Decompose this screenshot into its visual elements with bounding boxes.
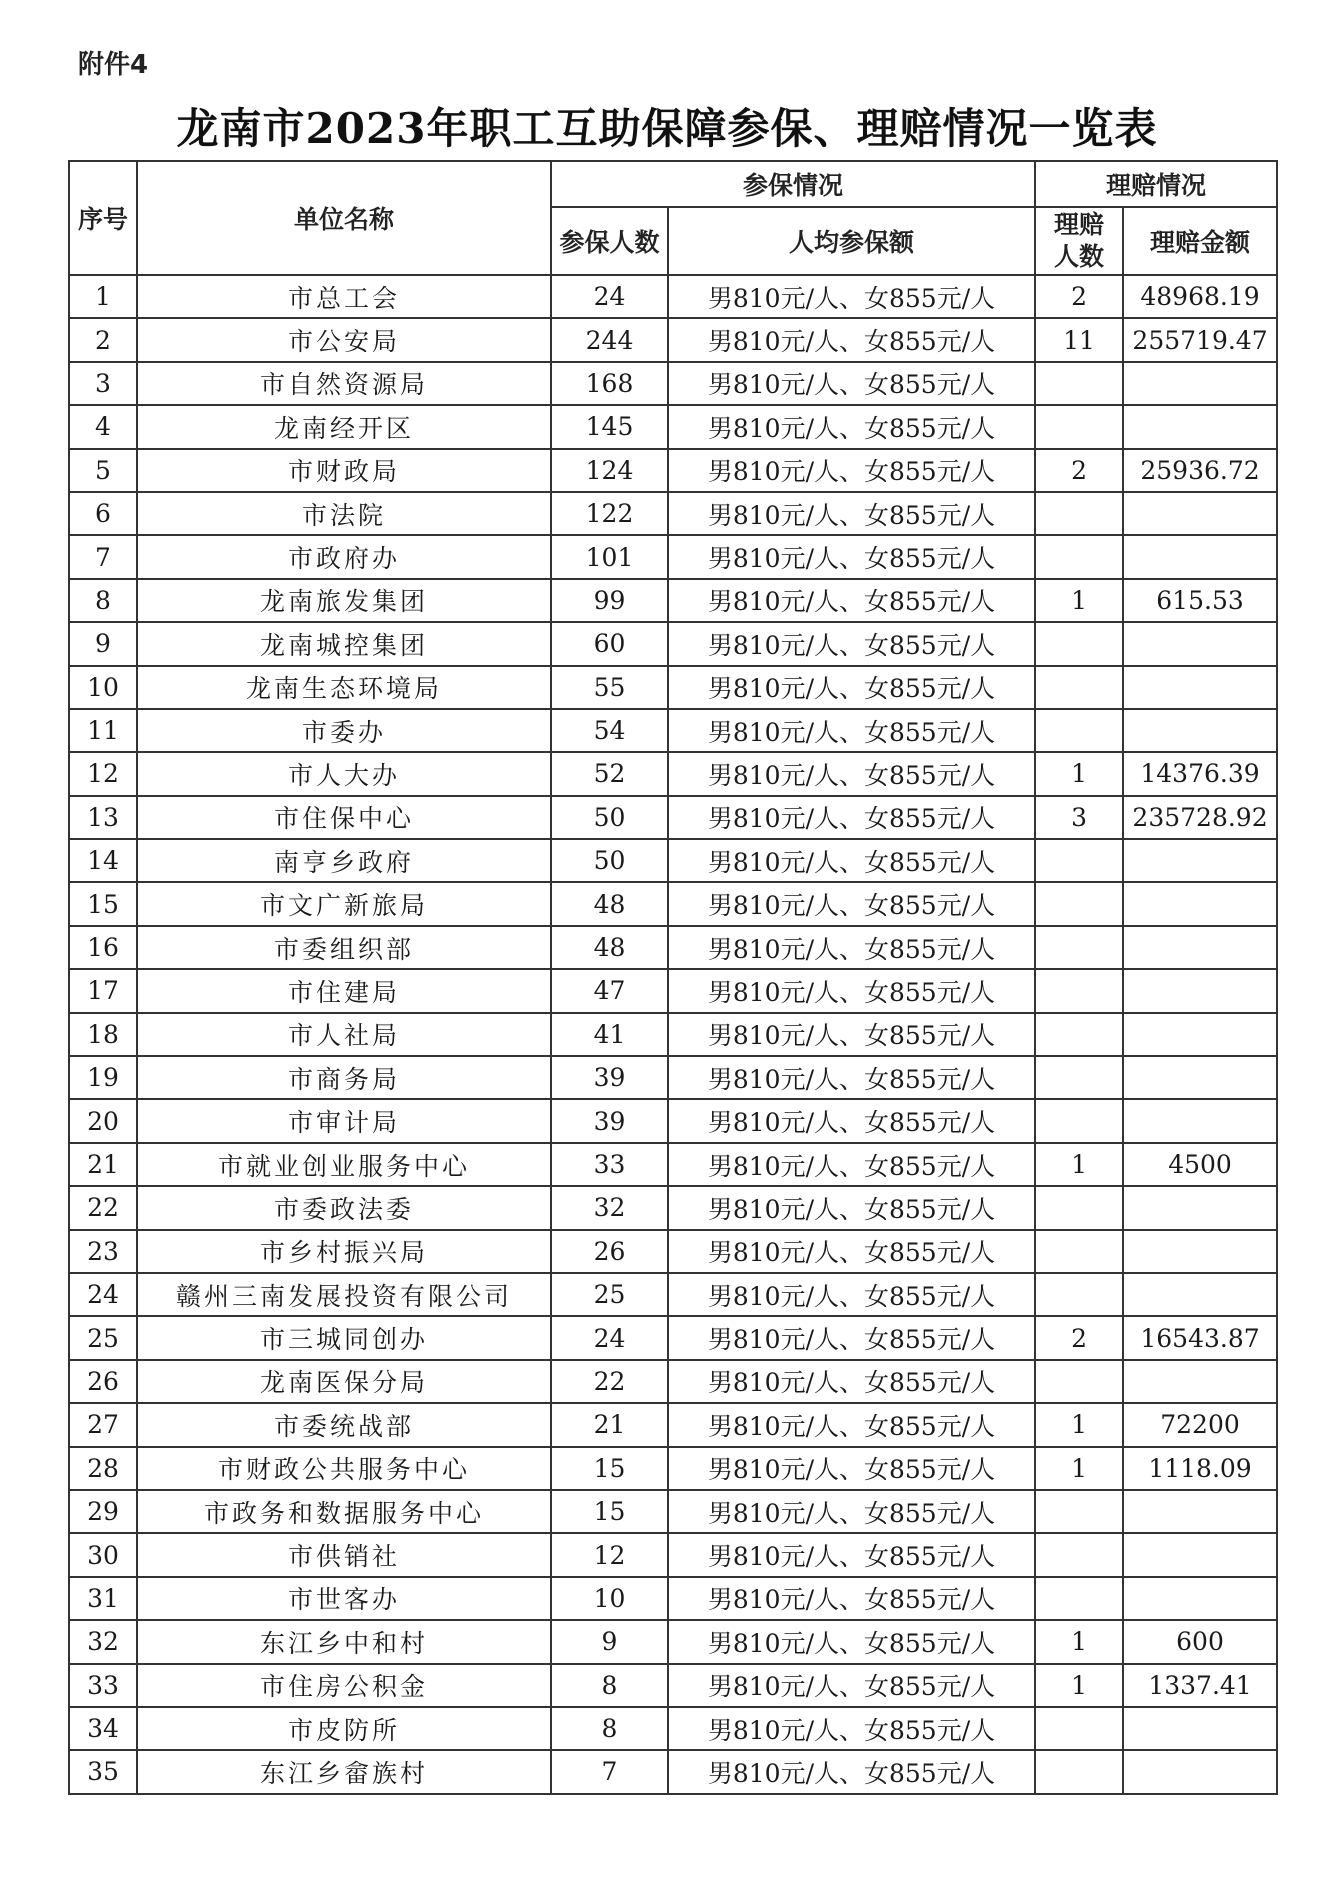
cell-claim-count xyxy=(1035,709,1123,752)
cell-seq: 23 xyxy=(69,1230,137,1273)
cell-insured-count: 8 xyxy=(551,1664,668,1707)
cell-claim-amount xyxy=(1123,882,1277,925)
cell-seq: 33 xyxy=(69,1664,137,1707)
cell-claim-amount xyxy=(1123,1230,1277,1273)
cell-unit-name: 市三城同创办 xyxy=(137,1316,551,1359)
cell-claim-amount xyxy=(1123,709,1277,752)
table-row xyxy=(69,622,1277,665)
cell-claim-amount: 16543.87 xyxy=(1123,1316,1277,1359)
table-row xyxy=(69,1056,1277,1099)
cell-claim-amount xyxy=(1123,1490,1277,1533)
cell-insured-count: 12 xyxy=(551,1533,668,1576)
cell-claim-count xyxy=(1035,926,1123,969)
cell-claim-count: 1 xyxy=(1035,752,1123,795)
table-row xyxy=(69,275,1277,318)
header-insured-count: 参保人数 xyxy=(551,207,668,275)
cell-per-capita-amount: 男810元/人、女855元/人 xyxy=(668,1230,1035,1273)
cell-unit-name: 龙南生态环境局 xyxy=(137,666,551,709)
cell-claim-amount xyxy=(1123,1577,1277,1620)
cell-seq: 15 xyxy=(69,882,137,925)
cell-unit-name: 市供销社 xyxy=(137,1533,551,1576)
cell-unit-name: 市财政公共服务中心 xyxy=(137,1447,551,1490)
cell-insured-count: 15 xyxy=(551,1490,668,1533)
cell-claim-amount xyxy=(1123,622,1277,665)
cell-unit-name: 市皮防所 xyxy=(137,1707,551,1750)
cell-per-capita-amount: 男810元/人、女855元/人 xyxy=(668,1143,1035,1186)
cell-unit-name: 龙南经开区 xyxy=(137,405,551,448)
cell-insured-count: 168 xyxy=(551,362,668,405)
cell-unit-name: 东江乡中和村 xyxy=(137,1620,551,1663)
cell-insured-count: 54 xyxy=(551,709,668,752)
cell-per-capita-amount: 男810元/人、女855元/人 xyxy=(668,666,1035,709)
cell-per-capita-amount: 男810元/人、女855元/人 xyxy=(668,449,1035,492)
cell-insured-count: 26 xyxy=(551,1230,668,1273)
cell-unit-name: 市自然资源局 xyxy=(137,362,551,405)
cell-claim-amount: 255719.47 xyxy=(1123,318,1277,361)
cell-per-capita-amount: 男810元/人、女855元/人 xyxy=(668,1316,1035,1359)
cell-claim-count xyxy=(1035,666,1123,709)
cell-per-capita-amount: 男810元/人、女855元/人 xyxy=(668,1664,1035,1707)
cell-seq: 1 xyxy=(69,275,137,318)
table-row xyxy=(69,579,1277,622)
cell-claim-count: 2 xyxy=(1035,275,1123,318)
cell-claim-count: 3 xyxy=(1035,796,1123,839)
table-row xyxy=(69,1273,1277,1316)
cell-insured-count: 60 xyxy=(551,622,668,665)
cell-unit-name: 市政务和数据服务中心 xyxy=(137,1490,551,1533)
cell-claim-amount: 25936.72 xyxy=(1123,449,1277,492)
table-row xyxy=(69,1230,1277,1273)
cell-per-capita-amount: 男810元/人、女855元/人 xyxy=(668,362,1035,405)
cell-per-capita-amount: 男810元/人、女855元/人 xyxy=(668,492,1035,535)
cell-claim-amount: 72200 xyxy=(1123,1403,1277,1446)
cell-insured-count: 10 xyxy=(551,1577,668,1620)
cell-unit-name: 市人社局 xyxy=(137,1013,551,1056)
cell-per-capita-amount: 男810元/人、女855元/人 xyxy=(668,1577,1035,1620)
cell-per-capita-amount: 男810元/人、女855元/人 xyxy=(668,709,1035,752)
header-seq: 序号 xyxy=(69,161,137,275)
table-row xyxy=(69,1750,1277,1793)
cell-seq: 16 xyxy=(69,926,137,969)
cell-per-capita-amount: 男810元/人、女855元/人 xyxy=(668,622,1035,665)
cell-seq: 4 xyxy=(69,405,137,448)
cell-per-capita-amount: 男810元/人、女855元/人 xyxy=(668,969,1035,1012)
cell-seq: 34 xyxy=(69,1707,137,1750)
cell-claim-count xyxy=(1035,535,1123,578)
table-row xyxy=(69,926,1277,969)
table-row xyxy=(69,796,1277,839)
cell-unit-name: 市乡村振兴局 xyxy=(137,1230,551,1273)
cell-insured-count: 55 xyxy=(551,666,668,709)
cell-insured-count: 9 xyxy=(551,1620,668,1663)
cell-claim-count xyxy=(1035,1490,1123,1533)
cell-seq: 26 xyxy=(69,1360,137,1403)
cell-per-capita-amount: 男810元/人、女855元/人 xyxy=(668,752,1035,795)
cell-claim-amount: 615.53 xyxy=(1123,579,1277,622)
cell-seq: 7 xyxy=(69,535,137,578)
cell-insured-count: 52 xyxy=(551,752,668,795)
cell-claim-count xyxy=(1035,1707,1123,1750)
table-row xyxy=(69,1707,1277,1750)
table-row xyxy=(69,1447,1277,1490)
cell-claim-count: 1 xyxy=(1035,1143,1123,1186)
cell-seq: 18 xyxy=(69,1013,137,1056)
cell-claim-count xyxy=(1035,492,1123,535)
cell-unit-name: 赣州三南发展投资有限公司 xyxy=(137,1273,551,1316)
cell-per-capita-amount: 男810元/人、女855元/人 xyxy=(668,579,1035,622)
cell-claim-amount xyxy=(1123,1533,1277,1576)
cell-seq: 17 xyxy=(69,969,137,1012)
cell-seq: 35 xyxy=(69,1750,137,1793)
table-row xyxy=(69,666,1277,709)
cell-seq: 9 xyxy=(69,622,137,665)
table-row xyxy=(69,1664,1277,1707)
cell-per-capita-amount: 男810元/人、女855元/人 xyxy=(668,882,1035,925)
cell-claim-count: 1 xyxy=(1035,579,1123,622)
cell-unit-name: 市委组织部 xyxy=(137,926,551,969)
cell-unit-name: 东江乡畲族村 xyxy=(137,1750,551,1793)
cell-claim-amount xyxy=(1123,535,1277,578)
cell-claim-count: 2 xyxy=(1035,1316,1123,1359)
header-insurance-group: 参保情况 xyxy=(551,161,1035,207)
table-row xyxy=(69,362,1277,405)
cell-insured-count: 48 xyxy=(551,882,668,925)
cell-per-capita-amount: 男810元/人、女855元/人 xyxy=(668,1013,1035,1056)
cell-insured-count: 39 xyxy=(551,1099,668,1142)
table-row xyxy=(69,1577,1277,1620)
table-row xyxy=(69,1620,1277,1663)
table-row xyxy=(69,449,1277,492)
cell-seq: 24 xyxy=(69,1273,137,1316)
table-row xyxy=(69,405,1277,448)
cell-claim-amount xyxy=(1123,1707,1277,1750)
cell-per-capita-amount: 男810元/人、女855元/人 xyxy=(668,1490,1035,1533)
cell-claim-count xyxy=(1035,1056,1123,1099)
cell-claim-amount xyxy=(1123,1056,1277,1099)
cell-claim-count xyxy=(1035,622,1123,665)
table-row xyxy=(69,882,1277,925)
cell-insured-count: 124 xyxy=(551,449,668,492)
cell-insured-count: 25 xyxy=(551,1273,668,1316)
table-row xyxy=(69,969,1277,1012)
cell-seq: 28 xyxy=(69,1447,137,1490)
cell-claim-amount: 235728.92 xyxy=(1123,796,1277,839)
cell-unit-name: 龙南城控集团 xyxy=(137,622,551,665)
table-row xyxy=(69,1099,1277,1142)
cell-per-capita-amount: 男810元/人、女855元/人 xyxy=(668,405,1035,448)
cell-claim-count: 11 xyxy=(1035,318,1123,361)
cell-per-capita-amount: 男810元/人、女855元/人 xyxy=(668,839,1035,882)
cell-claim-amount xyxy=(1123,1273,1277,1316)
cell-unit-name: 龙南医保分局 xyxy=(137,1360,551,1403)
header-per-capita-amount: 人均参保额 xyxy=(668,207,1035,275)
cell-claim-count xyxy=(1035,1750,1123,1793)
cell-seq: 8 xyxy=(69,579,137,622)
insurance-claims-table xyxy=(68,160,1278,1795)
cell-insured-count: 39 xyxy=(551,1056,668,1099)
cell-insured-count: 101 xyxy=(551,535,668,578)
cell-claim-amount: 4500 xyxy=(1123,1143,1277,1186)
header-claims-group: 理赔情况 xyxy=(1035,161,1277,207)
cell-unit-name: 市财政局 xyxy=(137,449,551,492)
cell-claim-amount: 1337.41 xyxy=(1123,1664,1277,1707)
cell-per-capita-amount: 男810元/人、女855元/人 xyxy=(668,275,1035,318)
cell-unit-name: 市住建局 xyxy=(137,969,551,1012)
cell-claim-amount xyxy=(1123,1099,1277,1142)
cell-unit-name: 市法院 xyxy=(137,492,551,535)
cell-claim-amount xyxy=(1123,1750,1277,1793)
cell-claim-count xyxy=(1035,1099,1123,1142)
table-row xyxy=(69,1316,1277,1359)
table-row xyxy=(69,1143,1277,1186)
cell-insured-count: 48 xyxy=(551,926,668,969)
cell-claim-amount: 600 xyxy=(1123,1620,1277,1663)
cell-claim-count xyxy=(1035,362,1123,405)
table-row xyxy=(69,318,1277,361)
table-row xyxy=(69,535,1277,578)
table-row xyxy=(69,839,1277,882)
table-row xyxy=(69,1013,1277,1056)
cell-claim-count xyxy=(1035,1013,1123,1056)
cell-claim-amount: 48968.19 xyxy=(1123,275,1277,318)
cell-unit-name: 市公安局 xyxy=(137,318,551,361)
cell-insured-count: 50 xyxy=(551,839,668,882)
cell-claim-count: 1 xyxy=(1035,1664,1123,1707)
cell-unit-name: 市就业创业服务中心 xyxy=(137,1143,551,1186)
cell-claim-count xyxy=(1035,1577,1123,1620)
header-claim-count: 理赔 人数 xyxy=(1035,207,1123,275)
table-body xyxy=(69,275,1277,1794)
cell-unit-name: 市商务局 xyxy=(137,1056,551,1099)
table-row xyxy=(69,709,1277,752)
cell-claim-amount xyxy=(1123,666,1277,709)
cell-per-capita-amount: 男810元/人、女855元/人 xyxy=(668,1533,1035,1576)
cell-claim-amount xyxy=(1123,405,1277,448)
cell-per-capita-amount: 男810元/人、女855元/人 xyxy=(668,1360,1035,1403)
cell-seq: 30 xyxy=(69,1533,137,1576)
cell-unit-name: 市政府办 xyxy=(137,535,551,578)
cell-per-capita-amount: 男810元/人、女855元/人 xyxy=(668,796,1035,839)
cell-claim-count xyxy=(1035,1186,1123,1229)
cell-claim-amount xyxy=(1123,362,1277,405)
cell-seq: 6 xyxy=(69,492,137,535)
cell-seq: 20 xyxy=(69,1099,137,1142)
cell-claim-count: 1 xyxy=(1035,1447,1123,1490)
cell-insured-count: 22 xyxy=(551,1360,668,1403)
cell-insured-count: 50 xyxy=(551,796,668,839)
attachment-label: 附件4 xyxy=(78,50,149,80)
cell-per-capita-amount: 男810元/人、女855元/人 xyxy=(668,1403,1035,1446)
cell-per-capita-amount: 男810元/人、女855元/人 xyxy=(668,1186,1035,1229)
table-row xyxy=(69,1360,1277,1403)
cell-claim-amount: 1118.09 xyxy=(1123,1447,1277,1490)
cell-per-capita-amount: 男810元/人、女855元/人 xyxy=(668,1056,1035,1099)
cell-claim-count xyxy=(1035,882,1123,925)
cell-claim-count xyxy=(1035,839,1123,882)
cell-insured-count: 8 xyxy=(551,1707,668,1750)
cell-claim-amount xyxy=(1123,1186,1277,1229)
cell-insured-count: 122 xyxy=(551,492,668,535)
cell-insured-count: 244 xyxy=(551,318,668,361)
cell-seq: 12 xyxy=(69,752,137,795)
table-row xyxy=(69,492,1277,535)
cell-claim-amount: 14376.39 xyxy=(1123,752,1277,795)
cell-insured-count: 99 xyxy=(551,579,668,622)
table-row xyxy=(69,1186,1277,1229)
cell-seq: 10 xyxy=(69,666,137,709)
table-header xyxy=(69,161,1277,275)
table-row xyxy=(69,752,1277,795)
cell-unit-name: 市委统战部 xyxy=(137,1403,551,1446)
cell-unit-name: 南亨乡政府 xyxy=(137,839,551,882)
cell-per-capita-amount: 男810元/人、女855元/人 xyxy=(668,1273,1035,1316)
cell-seq: 31 xyxy=(69,1577,137,1620)
header-claim-amount: 理赔金额 xyxy=(1123,207,1277,275)
cell-unit-name: 龙南旅发集团 xyxy=(137,579,551,622)
cell-unit-name: 市审计局 xyxy=(137,1099,551,1142)
cell-claim-amount xyxy=(1123,1013,1277,1056)
cell-seq: 3 xyxy=(69,362,137,405)
cell-per-capita-amount: 男810元/人、女855元/人 xyxy=(668,926,1035,969)
cell-claim-count xyxy=(1035,969,1123,1012)
cell-claim-amount xyxy=(1123,969,1277,1012)
cell-claim-count xyxy=(1035,1230,1123,1273)
cell-claim-count xyxy=(1035,1273,1123,1316)
cell-per-capita-amount: 男810元/人、女855元/人 xyxy=(668,1707,1035,1750)
cell-insured-count: 24 xyxy=(551,1316,668,1359)
cell-per-capita-amount: 男810元/人、女855元/人 xyxy=(668,1099,1035,1142)
cell-unit-name: 市人大办 xyxy=(137,752,551,795)
cell-seq: 11 xyxy=(69,709,137,752)
cell-insured-count: 32 xyxy=(551,1186,668,1229)
cell-seq: 29 xyxy=(69,1490,137,1533)
cell-claim-amount xyxy=(1123,1360,1277,1403)
table-row xyxy=(69,1403,1277,1446)
cell-seq: 14 xyxy=(69,839,137,882)
cell-seq: 19 xyxy=(69,1056,137,1099)
cell-unit-name: 市委办 xyxy=(137,709,551,752)
cell-claim-count xyxy=(1035,405,1123,448)
cell-insured-count: 145 xyxy=(551,405,668,448)
table-row xyxy=(69,1533,1277,1576)
cell-unit-name: 市世客办 xyxy=(137,1577,551,1620)
cell-unit-name: 市总工会 xyxy=(137,275,551,318)
document-title: 龙南市2023年职工互助保障参保、理赔情况一览表 xyxy=(176,104,1158,153)
cell-per-capita-amount: 男810元/人、女855元/人 xyxy=(668,535,1035,578)
cell-seq: 25 xyxy=(69,1316,137,1359)
cell-seq: 22 xyxy=(69,1186,137,1229)
cell-per-capita-amount: 男810元/人、女855元/人 xyxy=(668,1750,1035,1793)
cell-claim-count: 1 xyxy=(1035,1403,1123,1446)
cell-unit-name: 市住房公积金 xyxy=(137,1664,551,1707)
cell-seq: 21 xyxy=(69,1143,137,1186)
cell-insured-count: 7 xyxy=(551,1750,668,1793)
cell-insured-count: 41 xyxy=(551,1013,668,1056)
cell-claim-amount xyxy=(1123,492,1277,535)
cell-per-capita-amount: 男810元/人、女855元/人 xyxy=(668,1620,1035,1663)
cell-claim-count: 1 xyxy=(1035,1620,1123,1663)
cell-seq: 2 xyxy=(69,318,137,361)
cell-insured-count: 21 xyxy=(551,1403,668,1446)
header-unit-name: 单位名称 xyxy=(137,161,551,275)
cell-unit-name: 市文广新旅局 xyxy=(137,882,551,925)
cell-claim-count xyxy=(1035,1533,1123,1576)
cell-insured-count: 15 xyxy=(551,1447,668,1490)
cell-claim-amount xyxy=(1123,839,1277,882)
cell-insured-count: 33 xyxy=(551,1143,668,1186)
cell-seq: 13 xyxy=(69,796,137,839)
cell-per-capita-amount: 男810元/人、女855元/人 xyxy=(668,1447,1035,1490)
cell-seq: 27 xyxy=(69,1403,137,1446)
cell-unit-name: 市住保中心 xyxy=(137,796,551,839)
cell-claim-count xyxy=(1035,1360,1123,1403)
cell-seq: 5 xyxy=(69,449,137,492)
cell-claim-amount xyxy=(1123,926,1277,969)
table-row xyxy=(69,1490,1277,1533)
cell-insured-count: 47 xyxy=(551,969,668,1012)
cell-seq: 32 xyxy=(69,1620,137,1663)
cell-claim-count: 2 xyxy=(1035,449,1123,492)
cell-insured-count: 24 xyxy=(551,275,668,318)
cell-unit-name: 市委政法委 xyxy=(137,1186,551,1229)
cell-per-capita-amount: 男810元/人、女855元/人 xyxy=(668,318,1035,361)
